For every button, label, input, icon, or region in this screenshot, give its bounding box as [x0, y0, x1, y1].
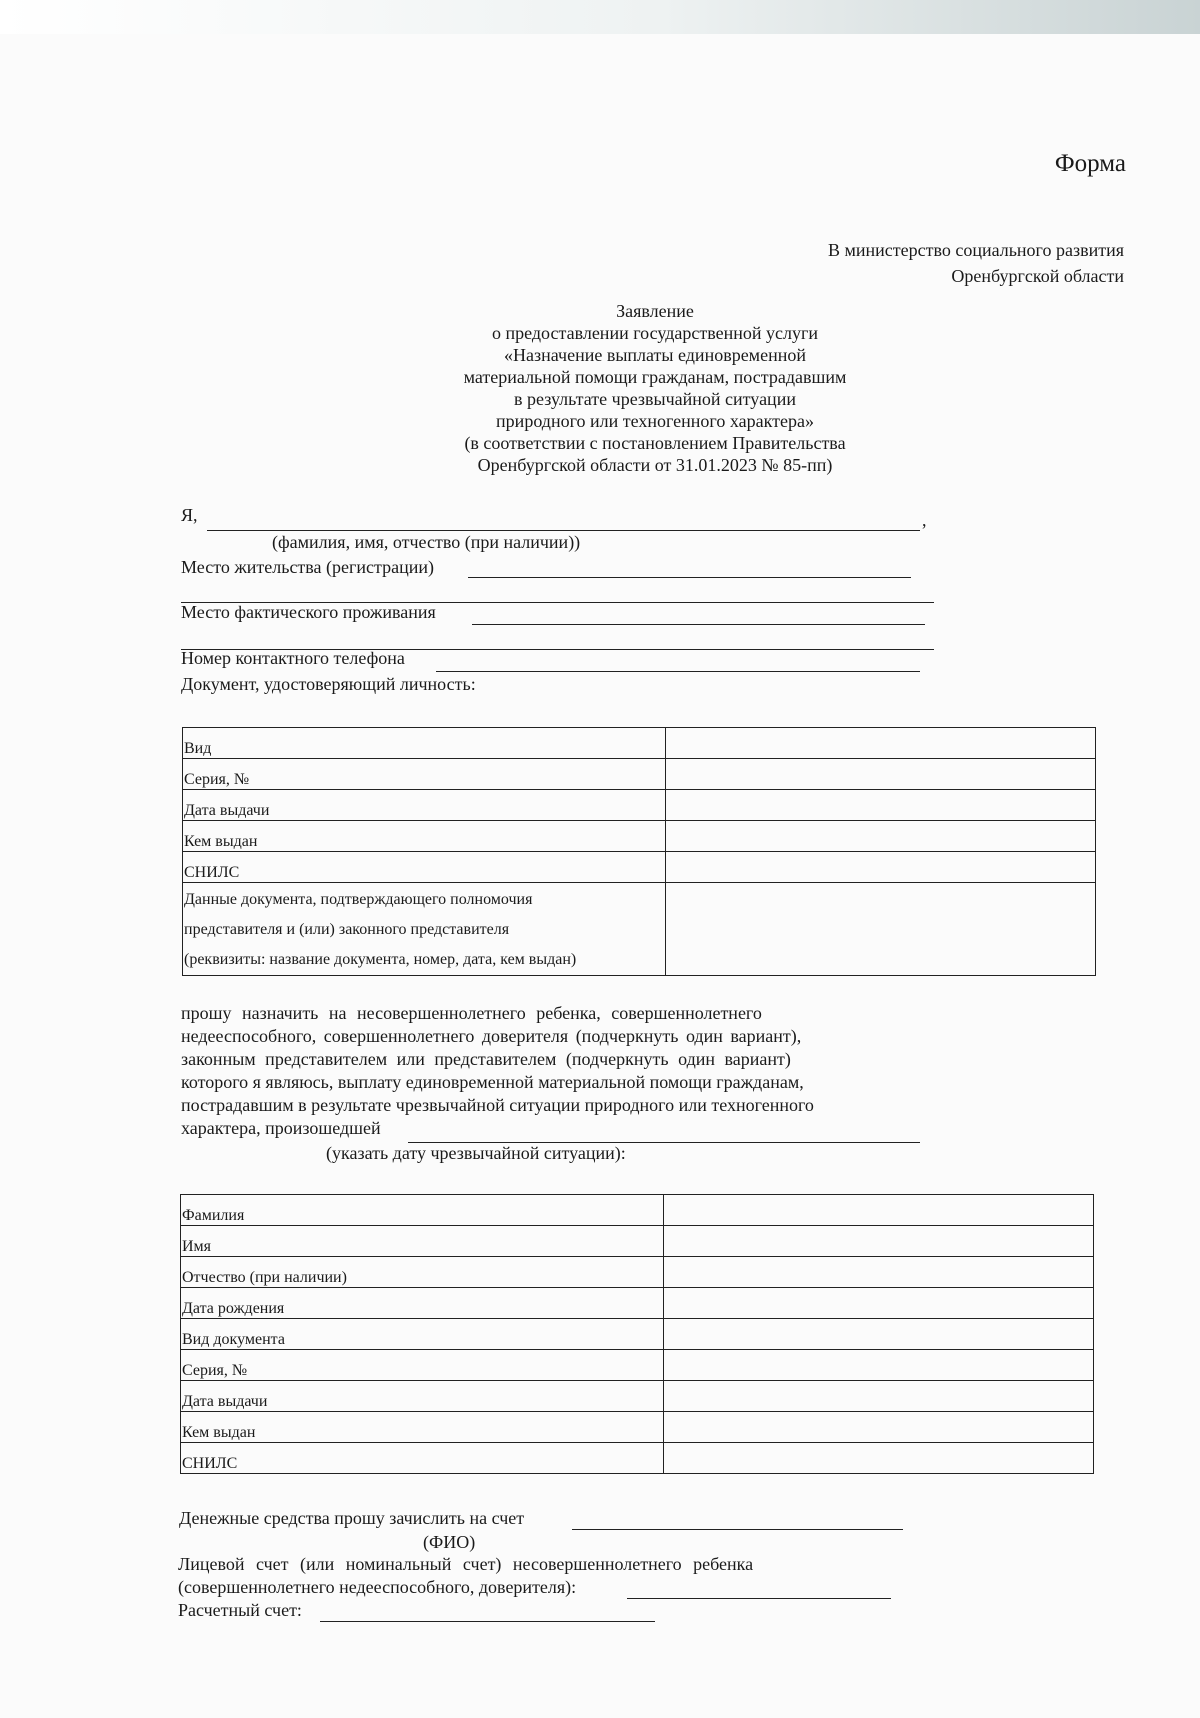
- value-cell[interactable]: [663, 1350, 1094, 1381]
- row-label: Фамилия: [181, 1195, 664, 1226]
- table-row: [183, 852, 1096, 883]
- row-label: Кем выдан: [181, 1412, 664, 1443]
- value-cell[interactable]: [663, 1381, 1094, 1412]
- value-cell[interactable]: [665, 883, 1095, 976]
- value-cell[interactable]: [663, 1195, 1094, 1226]
- account-label: Денежные средства прошу зачислить на счет: [179, 1508, 525, 1528]
- row-label: СНИЛС: [181, 1443, 664, 1474]
- value-cell[interactable]: [665, 821, 1095, 852]
- value-cell[interactable]: [663, 1257, 1094, 1288]
- title-line: (в соответствии с постановлением Правительства: [464, 433, 846, 453]
- request-line: недееспособного, совершеннолетнего доверителя (подчеркнуть один вариант),: [181, 1026, 802, 1046]
- row-label: СНИЛС: [183, 852, 666, 883]
- addressee-line: Оренбургской области: [951, 266, 1124, 286]
- table-row: [183, 790, 1096, 821]
- personal-account-label: Лицевой счет (или номинальный счет) несовершеннолетнего ребенка: [178, 1554, 754, 1574]
- table-row: [181, 1195, 1094, 1226]
- actual-residence-label: Место фактического проживания: [181, 602, 436, 622]
- settlement-field[interactable]: [320, 1621, 655, 1622]
- addressee-line: В министерство социального развития: [827, 240, 1124, 260]
- value-cell[interactable]: [665, 728, 1095, 759]
- value-cell[interactable]: [663, 1288, 1094, 1319]
- id-doc-label: Документ, удостоверяющий личность:: [181, 674, 476, 694]
- table-row: [181, 1412, 1094, 1443]
- request-paragraph: [181, 1002, 901, 1140]
- personal-account-label-cont: (совершеннолетнего недееспособного, доверителя):: [178, 1577, 577, 1597]
- row-label: Вид: [183, 728, 666, 759]
- personal-account-field[interactable]: [627, 1598, 891, 1599]
- date-hint: (указать дату чрезвычайной ситуации):: [326, 1143, 626, 1163]
- phone-label: Номер контактного телефона: [181, 648, 405, 668]
- value-cell[interactable]: [665, 790, 1095, 821]
- title-line: в результате чрезвычайной ситуации: [514, 389, 796, 409]
- value-cell[interactable]: [663, 1412, 1094, 1443]
- table-row: [181, 1319, 1094, 1350]
- row-label: Серия, №: [183, 759, 666, 790]
- form-label: Форма: [1054, 150, 1126, 177]
- table-row: [183, 883, 1096, 976]
- applicant-ya-label: Я,: [181, 505, 198, 525]
- table-row: [183, 759, 1096, 790]
- row-label: Дата рождения: [181, 1288, 664, 1319]
- request-line: пострадавшим в результате чрезвычайной ситуации природного или техногенного: [181, 1095, 814, 1115]
- row-label: Дата выдачи: [183, 790, 666, 821]
- id-document-table: [182, 727, 1096, 976]
- registration-label: Место жительства (регистрации): [181, 557, 435, 577]
- row-label: Серия, №: [181, 1350, 664, 1381]
- table-row: [183, 821, 1096, 852]
- row-label: Отчество (при наличии): [181, 1257, 664, 1288]
- document-title: [0, 300, 1200, 476]
- table-row: [183, 728, 1096, 759]
- table-row: [181, 1226, 1094, 1257]
- title-line: Оренбургской области от 31.01.2023 № 85-пп): [477, 455, 833, 475]
- title-line: Заявление: [616, 301, 694, 321]
- child-data-table: [180, 1194, 1094, 1474]
- account-field[interactable]: [572, 1529, 903, 1530]
- title-line: о предоставлении государственной услуги: [492, 323, 818, 343]
- rep-doc-line: (реквизиты: название документа, номер, дата, кем выдан): [184, 951, 577, 968]
- title-line: «Назначение выплаты единовременной: [504, 345, 806, 365]
- value-cell[interactable]: [665, 759, 1095, 790]
- row-label: Имя: [181, 1226, 664, 1257]
- request-line: которого я являюсь, выплату единовременной материальной помощи гражданам,: [181, 1072, 804, 1092]
- request-line: законным представителем или представителем (подчеркнуть один вариант): [181, 1049, 791, 1069]
- fio-hint: (фамилия, имя, отчество (при наличии)): [272, 532, 581, 552]
- comma: ,: [922, 510, 927, 530]
- fio-field[interactable]: [207, 530, 920, 531]
- rep-doc-line: Данные документа, подтверждающего полномочия: [184, 891, 533, 908]
- row-label: Дата выдачи: [181, 1381, 664, 1412]
- row-label: Кем выдан: [183, 821, 666, 852]
- value-cell[interactable]: [663, 1443, 1094, 1474]
- table-row: [181, 1381, 1094, 1412]
- table-row: [181, 1257, 1094, 1288]
- scan-top-edge: [0, 0, 1200, 34]
- value-cell[interactable]: [665, 852, 1095, 883]
- fio-hint-payment: (ФИО): [423, 1532, 476, 1552]
- settlement-label: Расчетный счет:: [178, 1600, 302, 1620]
- table-row: [181, 1350, 1094, 1381]
- phone-field[interactable]: [436, 671, 920, 672]
- rep-doc-line: представителя и (или) законного представителя: [184, 921, 510, 938]
- table-row: [181, 1443, 1094, 1474]
- title-line: природного или техногенного характера»: [496, 411, 814, 431]
- addressee-block: [828, 237, 1124, 289]
- title-line: материальной помощи гражданам, пострадавшим: [463, 367, 847, 387]
- value-cell[interactable]: [663, 1319, 1094, 1350]
- request-line: характера, произошедшей: [181, 1118, 381, 1138]
- rep-doc-label: [183, 883, 666, 976]
- actual-residence-field[interactable]: [472, 624, 925, 625]
- value-cell[interactable]: [663, 1226, 1094, 1257]
- request-line: прошу назначить на несовершеннолетнего ребенка, совершеннолетнего: [181, 1003, 762, 1023]
- registration-field[interactable]: [468, 577, 911, 578]
- row-label: Вид документа: [181, 1319, 664, 1350]
- table-row: [181, 1288, 1094, 1319]
